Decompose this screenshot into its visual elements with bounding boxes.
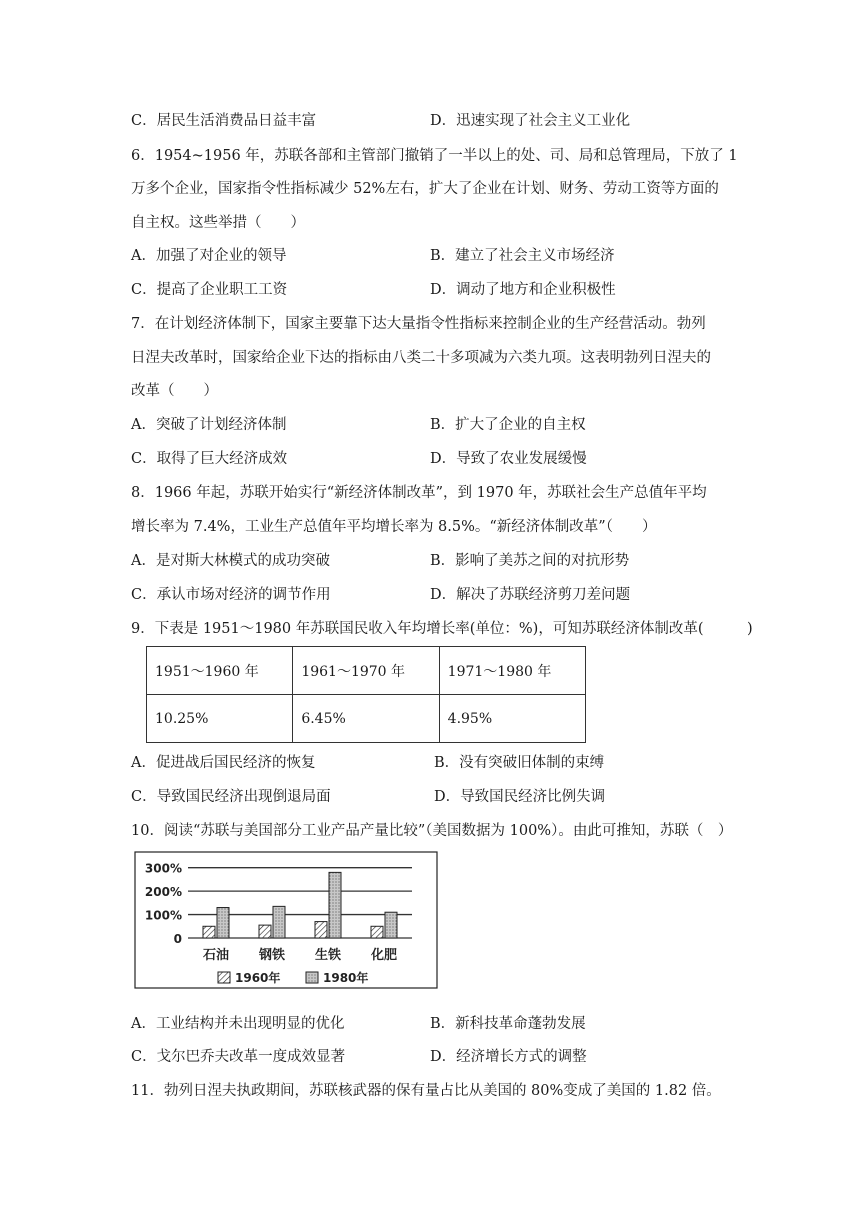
growth-rate-table xyxy=(146,646,586,743)
q8-option-b: B．影响了美苏之间的对抗形势 xyxy=(430,553,630,569)
legend-swatch xyxy=(218,972,230,983)
q7-option-b: B．扩大了企业的自主权 xyxy=(430,417,586,433)
q8-option-c: C．承认市场对经济的调节作用 xyxy=(131,587,331,603)
table-cell: 10.25% xyxy=(147,695,293,743)
x-tick-label: 钢铁 xyxy=(258,948,286,963)
q7-stem-line1: 7．在计划经济体制下，国家主要靠下达大量指令性指标来控制企业的生产经营活动。勃列 xyxy=(131,316,706,332)
y-tick-label: 200% xyxy=(144,885,182,900)
q9-option-b: B．没有突破旧体制的束缚 xyxy=(434,755,605,771)
q11-stem-line1: 11．勃列日涅夫执政期间，苏联核武器的保有量占比从美国的 80%变成了美国的 1.82 倍。 xyxy=(131,1083,721,1099)
q6-option-d: D．调动了地方和企业积极性 xyxy=(430,282,616,298)
table-row xyxy=(147,695,586,743)
table-cell: 6.45% xyxy=(293,695,439,743)
table-header-cell: 1961～1970 年 xyxy=(293,647,439,695)
q9-stem: 9．下表是 1951～1980 年苏联国民收入年均增长率(单位：%)，可知苏联经济体制改革( ) xyxy=(131,621,753,637)
bar-钢铁-1980年 xyxy=(273,906,285,938)
x-tick-label: 石油 xyxy=(202,948,230,963)
q5-option-c: C．居民生活消费品日益丰富 xyxy=(131,113,317,129)
table-header-cell: 1951～1960 年 xyxy=(147,647,293,695)
y-tick-label: 100% xyxy=(144,908,182,923)
q10-option-a: A．工业结构并未出现明显的优化 xyxy=(131,1016,345,1032)
bar-石油-1960年 xyxy=(203,926,215,938)
q10-stem: 10．阅读“苏联与美国部分工业产品产量比较”（美国数据为 100%）。由此可推知，苏联（ ） xyxy=(131,823,733,839)
q6-stem-line1: 6．1954~1956 年，苏联各部和主管部门撤销了一半以上的处、司、局和总管理局，下放了 1 xyxy=(131,148,738,164)
q8-option-a: A．是对斯大林模式的成功突破 xyxy=(131,553,330,569)
legend-label: 1960年 xyxy=(235,971,281,985)
x-tick-label: 化肥 xyxy=(370,948,398,963)
q10-option-d: D．经济增长方式的调整 xyxy=(430,1049,587,1065)
bar-生铁-1980年 xyxy=(329,872,341,938)
q10-option-b: B．新科技革命蓬勃发展 xyxy=(430,1016,586,1032)
legend-swatch xyxy=(306,972,318,983)
q6-option-a: A．加强了对企业的领导 xyxy=(131,248,287,264)
q7-option-a: A．突破了计划经济体制 xyxy=(131,417,287,433)
y-tick-label: 0 xyxy=(173,932,182,946)
q8-stem-line2: 增长率为 7.4%，工业生产总值年平均增长率为 8.5%。“新经济体制改革”（ ） xyxy=(131,519,657,535)
q9-option-c: C．导致国民经济出现倒退局面 xyxy=(131,789,331,805)
bar-化肥-1960年 xyxy=(371,926,383,938)
q7-option-c: C．取得了巨大经济成效 xyxy=(131,451,288,467)
q6-option-c: C．提高了企业职工工资 xyxy=(131,282,288,298)
q6-option-b: B．建立了社会主义市场经济 xyxy=(430,248,615,264)
q7-stem-line2: 日涅夫改革时，国家给企业下达的指标由八类二十多项减为六类九项。这表明勃列日涅夫的 xyxy=(131,350,711,366)
q9-option-a: A．促进战后国民经济的恢复 xyxy=(131,755,316,771)
y-tick-label: 300% xyxy=(144,861,182,876)
q7-stem-line3: 改革（ ） xyxy=(131,383,218,399)
table-header-cell: 1971～1980 年 xyxy=(439,647,585,695)
bar-化肥-1980年 xyxy=(385,912,397,938)
bar-石油-1980年 xyxy=(217,908,229,938)
q5-option-d: D．迅速实现了社会主义工业化 xyxy=(430,113,631,129)
q8-stem-line1: 8．1966 年起，苏联开始实行“新经济体制改革”，到 1970 年，苏联社会生产总值年平均 xyxy=(131,485,707,501)
q9-option-d: D．导致国民经济比例失调 xyxy=(434,789,606,805)
bar-钢铁-1960年 xyxy=(259,925,271,938)
x-tick-label: 生铁 xyxy=(314,948,342,963)
table-header-row xyxy=(147,647,586,695)
production-comparison-chart xyxy=(134,851,438,991)
q7-option-d: D．导致了农业发展缓慢 xyxy=(430,451,587,467)
table-cell: 4.95% xyxy=(439,695,585,743)
q6-stem-line2: 万多个企业，国家指令性指标减少 52%左右，扩大了企业在计划、财务、劳动工资等方面的 xyxy=(131,181,719,197)
q8-option-d: D．解决了苏联经济剪刀差问题 xyxy=(430,587,631,603)
legend-label: 1980年 xyxy=(323,971,369,985)
bar-生铁-1960年 xyxy=(315,922,327,938)
q10-option-c: C．戈尔巴乔夫改革一度成效显著 xyxy=(131,1049,346,1065)
q6-stem-line3: 自主权。这些举措（ ） xyxy=(131,215,305,231)
